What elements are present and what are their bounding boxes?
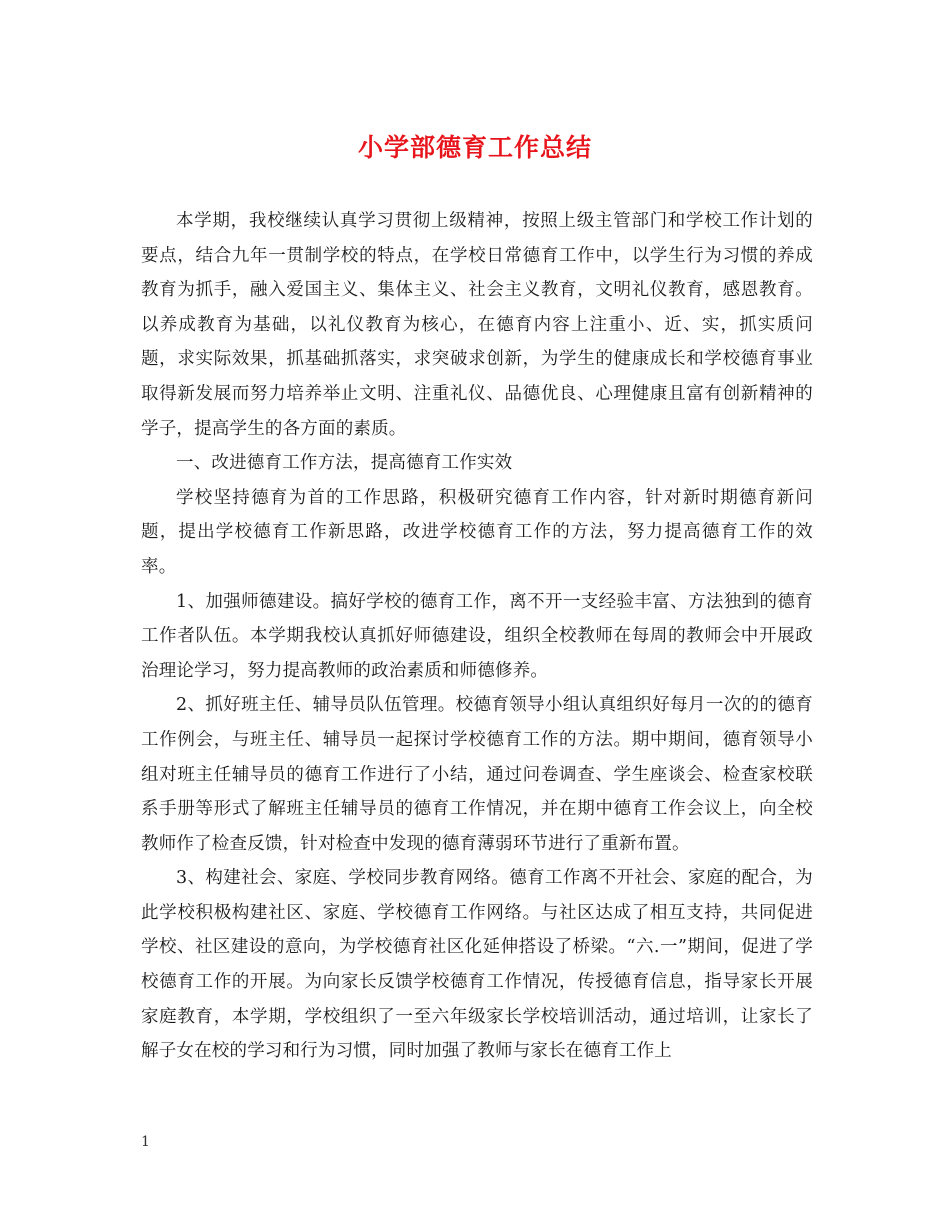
document-body bbox=[141, 204, 813, 1069]
paragraph-intro: 本学期，我校继续认真学习贯彻上级精神，按照上级主管部门和学校工作计划的要点，结合九年一贯制学校的特点，在学校日常德育工作中，以学生行为习惯的养成教育为抓手，融入爱国主义、集体主义、社会主义教育，文明礼仪教育，感恩教育。以养成教育为基础，以礼仪教育为核心，在德育内容上注重小、近、实，抓实质问题，求实际效果，抓基础抓落实，求突破求创新，为学生的健康成长和学校德育事业取得新发展而努力培养举止文明、注重礼仪、品德优良、心理健康且富有创新精神的学子，提高学生的各方面的素质。 bbox=[141, 211, 813, 439]
page-number: 1 bbox=[141, 1134, 150, 1150]
document-title: 小学部德育工作总结 bbox=[357, 133, 592, 162]
section-heading-1: 一、改进德育工作方法，提高德育工作实效 bbox=[176, 453, 513, 474]
paragraph-item-3: 3、构建社会、家庭、学校同步教育网络。德育工作离不开社会、家庭的配合，为此学校积极构建社区、家庭、学校德育工作网络。与社区达成了相互支持，共同促进学校、社区建设的意向，为学校德育社区化延伸搭设了桥梁。“六.一”期间，促进了学校德育工作的开展。为向家长反馈学校德育工作情况，传授德育信息，指导家长开展家庭教育，本学期，学校组织了一至六年级家长学校培训活动，通过培训，让家长了解子女在校的学习和行为习惯，同时加强了教师与家长在德育工作上 bbox=[141, 868, 813, 1062]
paragraph-item-1: 1、加强师德建设。搞好学校的德育工作，离不开一支经验丰富、方法独到的德育工作者队伍。本学期我校认真抓好师德建设，组织全校教师在每周的教师会中开展政治理论学习，努力提高教师的政治素质和师德修养。 bbox=[141, 591, 813, 681]
paragraph-section-1: 学校坚持德育为首的工作思路，积极研究德育工作内容，针对新时期德育新问题，提出学校德育工作新思路，改进学校德育工作的方法，努力提高德育工作的效率。 bbox=[141, 487, 813, 577]
paragraph-item-2: 2、抓好班主任、辅导员队伍管理。校德育领导小组认真组织好每月一次的的德育工作例会，与班主任、辅导员一起探讨学校德育工作的方法。期中期间，德育领导小组对班主任辅导员的德育工作进行了小结，通过问卷调查、学生座谈会、检查家校联系手册等形式了解班主任辅导员的德育工作情况，并在期中德育工作会议上，向全校教师作了检查反馈，针对检查中发现的德育薄弱环节进行了重新布置。 bbox=[141, 695, 813, 854]
